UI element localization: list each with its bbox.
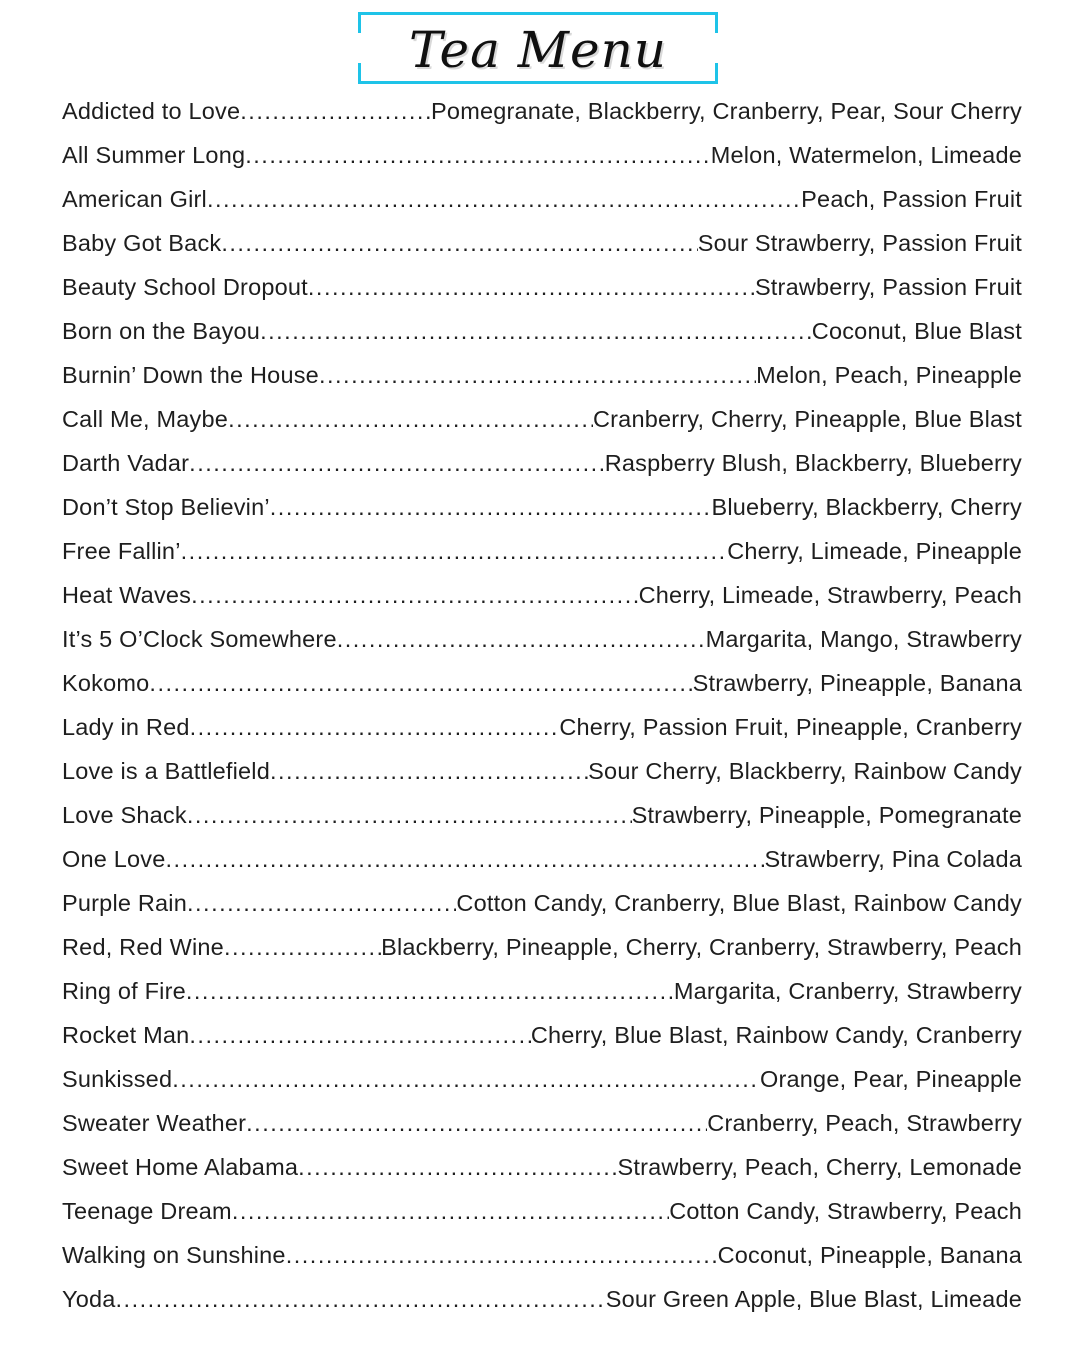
dot-leader [187, 793, 632, 837]
item-name: Free Fallin’ [62, 538, 181, 564]
dot-leader [270, 485, 712, 529]
item-name: Love Shack [62, 802, 187, 828]
menu-item [62, 441, 1022, 485]
dot-leader [149, 661, 692, 705]
item-name: Lady in Red [62, 714, 190, 740]
menu-item [62, 661, 1022, 705]
item-flavors: Cotton Candy, Cranberry, Blue Blast, Rainbow Candy [456, 890, 1022, 916]
menu-item [62, 969, 1022, 1013]
title-box [358, 12, 718, 84]
menu-item [62, 837, 1022, 881]
item-flavors: Raspberry Blush, Blackberry, Blueberry [604, 450, 1022, 476]
dot-leader [221, 221, 697, 265]
dot-leader [181, 529, 728, 573]
dot-leader [166, 837, 765, 881]
item-flavors: Strawberry, Pineapple, Banana [692, 670, 1022, 696]
dot-leader [232, 1189, 669, 1233]
item-name: American Girl [62, 186, 207, 212]
menu-item [62, 353, 1022, 397]
dot-leader [172, 1057, 760, 1101]
item-flavors: Margarita, Mango, Strawberry [705, 626, 1022, 652]
dot-leader [187, 881, 456, 925]
item-name: It’s 5 O’Clock Somewhere [62, 626, 337, 652]
item-name: Sweet Home Alabama [62, 1154, 299, 1180]
item-name: Sweater Weather [62, 1110, 247, 1136]
dot-leader [189, 441, 605, 485]
menu-item [62, 749, 1022, 793]
menu-item [62, 1057, 1022, 1101]
item-flavors: Strawberry, Peach, Cherry, Lemonade [617, 1154, 1022, 1180]
item-flavors: Strawberry, Pina Colada [764, 846, 1022, 872]
dot-leader [186, 969, 674, 1013]
item-name: Walking on Sunshine [62, 1242, 286, 1268]
item-flavors: Melon, Peach, Pineapple [756, 362, 1022, 388]
item-name: Baby Got Back [62, 230, 222, 256]
dot-leader [319, 353, 756, 397]
item-name: All Summer Long [62, 142, 246, 168]
item-name: Teenage Dream [62, 1198, 232, 1224]
item-name: Purple Rain [62, 890, 187, 916]
menu-item [62, 529, 1022, 573]
item-name: One Love [62, 846, 166, 872]
item-name: Sunkissed [62, 1066, 173, 1092]
item-name: Beauty School Dropout [62, 274, 308, 300]
item-name: Don’t Stop Believin’ [62, 494, 270, 520]
item-flavors: Margarita, Cranberry, Strawberry [673, 978, 1022, 1004]
item-flavors: Blueberry, Blackberry, Cherry [711, 494, 1022, 520]
page-title: Tea Menu [409, 21, 667, 79]
item-name: Addicted to Love [62, 98, 241, 124]
item-flavors: Sour Strawberry, Passion Fruit [697, 230, 1022, 256]
dot-leader [190, 705, 560, 749]
menu-item [62, 793, 1022, 837]
item-flavors: Coconut, Pineapple, Banana [717, 1242, 1022, 1268]
item-flavors: Strawberry, Pineapple, Pomegranate [631, 802, 1022, 828]
menu-item [62, 705, 1022, 749]
item-flavors: Cherry, Passion Fruit, Pineapple, Cranberry [559, 714, 1022, 740]
menu-item [62, 925, 1022, 969]
menu-item [62, 265, 1022, 309]
item-flavors: Blackberry, Pineapple, Cherry, Cranberry, Strawberry, Peach [381, 934, 1022, 960]
item-flavors: Cherry, Limeade, Pineapple [727, 538, 1022, 564]
menu-item [62, 485, 1022, 529]
item-name: Red, Red Wine [62, 934, 224, 960]
menu-list [62, 89, 1022, 1321]
dot-leader [286, 1233, 718, 1277]
item-name: Rocket Man [62, 1022, 190, 1048]
item-flavors: Cherry, Blue Blast, Rainbow Candy, Cranberry [530, 1022, 1022, 1048]
dot-leader [189, 1013, 530, 1057]
item-flavors: Pomegranate, Blackberry, Cranberry, Pear, Sour Cherry [431, 98, 1022, 124]
item-flavors: Cherry, Limeade, Strawberry, Peach [638, 582, 1022, 608]
dot-leader [224, 925, 381, 969]
dot-leader [228, 397, 593, 441]
item-name: Yoda [62, 1286, 116, 1312]
item-flavors: Sour Green Apple, Blue Blast, Limeade [605, 1286, 1022, 1312]
menu-item [62, 1233, 1022, 1277]
menu-item [62, 309, 1022, 353]
item-name: Kokomo [62, 670, 150, 696]
dot-leader [240, 89, 431, 133]
menu-item [62, 177, 1022, 221]
menu-item [62, 1277, 1022, 1321]
item-flavors: Cranberry, Peach, Strawberry [707, 1110, 1022, 1136]
menu-item [62, 573, 1022, 617]
dot-leader [270, 749, 588, 793]
dot-leader [191, 573, 638, 617]
dot-leader [207, 177, 801, 221]
item-flavors: Cotton Candy, Strawberry, Peach [669, 1198, 1022, 1224]
item-flavors: Peach, Passion Fruit [801, 186, 1022, 212]
dot-leader [260, 309, 812, 353]
menu-item [62, 1013, 1022, 1057]
item-name: Heat Waves [62, 582, 192, 608]
dot-leader [298, 1145, 617, 1189]
item-flavors: Orange, Pear, Pineapple [760, 1066, 1022, 1092]
menu-item [62, 1145, 1022, 1189]
item-flavors: Strawberry, Passion Fruit [754, 274, 1022, 300]
item-name: Born on the Bayou [62, 318, 261, 344]
menu-item [62, 221, 1022, 265]
item-name: Ring of Fire [62, 978, 186, 1004]
menu-item [62, 89, 1022, 133]
item-flavors: Cranberry, Cherry, Pineapple, Blue Blast [592, 406, 1022, 432]
item-flavors: Sour Cherry, Blackberry, Rainbow Candy [588, 758, 1022, 784]
dot-leader [337, 617, 706, 661]
item-flavors: Melon, Watermelon, Limeade [710, 142, 1022, 168]
item-flavors: Coconut, Blue Blast [811, 318, 1022, 344]
item-name: Darth Vadar [62, 450, 190, 476]
menu-item [62, 397, 1022, 441]
menu-item [62, 881, 1022, 925]
menu-item [62, 1189, 1022, 1233]
menu-item [62, 133, 1022, 177]
item-name: Burnin’ Down the House [62, 362, 319, 388]
menu-item [62, 617, 1022, 661]
dot-leader [245, 133, 710, 177]
item-name: Call Me, Maybe [62, 406, 229, 432]
dot-leader [116, 1277, 606, 1321]
dot-leader [246, 1101, 707, 1145]
dot-leader [308, 265, 755, 309]
menu-item [62, 1101, 1022, 1145]
item-name: Love is a Battlefield [62, 758, 270, 784]
